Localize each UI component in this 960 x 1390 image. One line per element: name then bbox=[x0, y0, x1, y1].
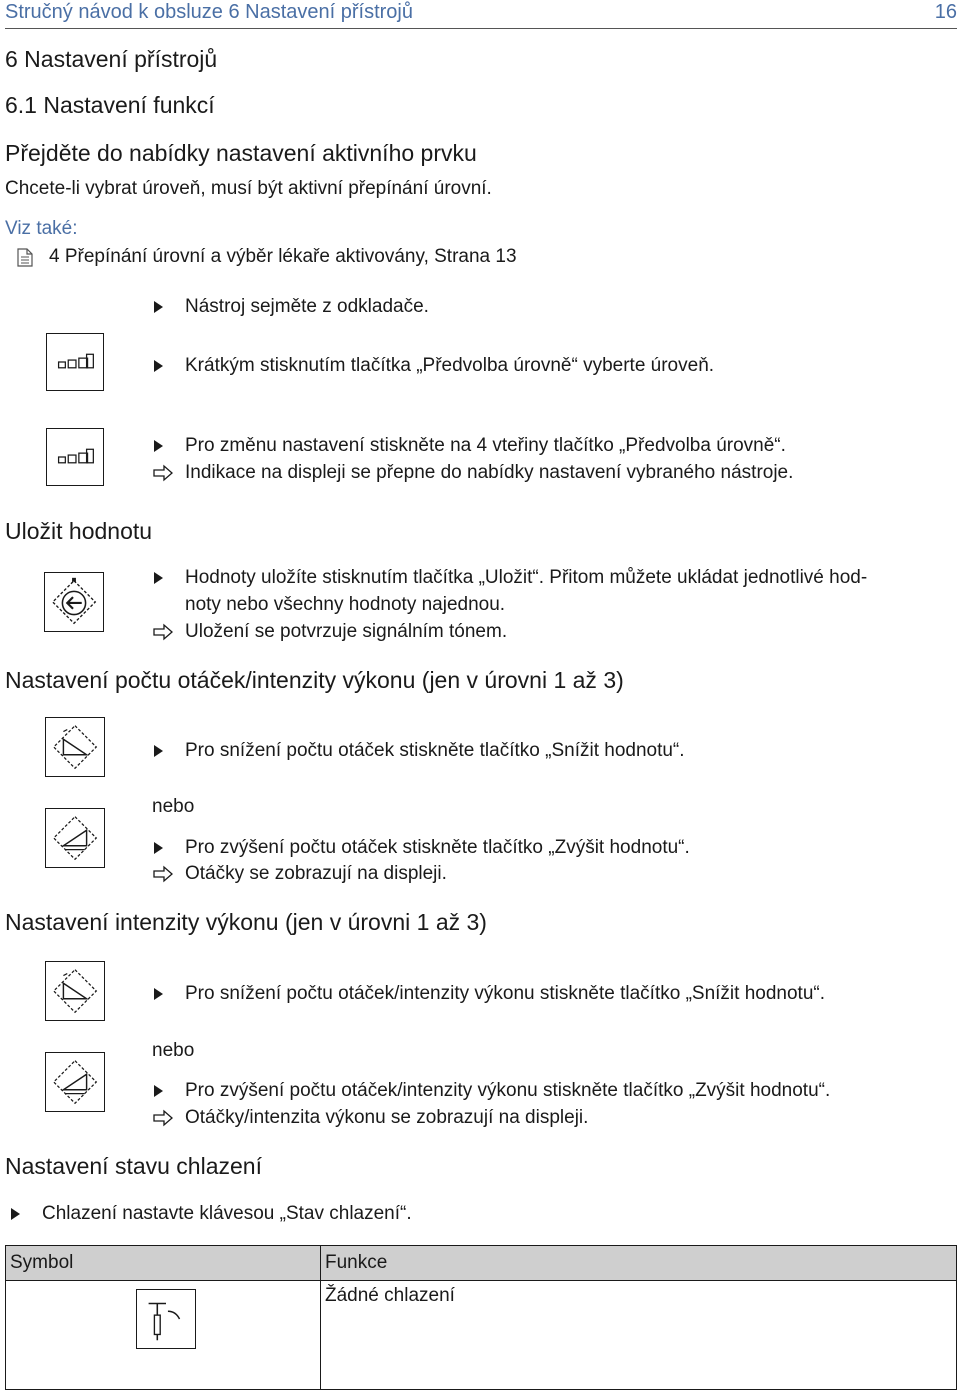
power-section-title: Nastavení intenzity výkonu (jen v úrovni 1 až 3) bbox=[5, 909, 487, 935]
step-triangle-icon bbox=[154, 988, 163, 1000]
or-label: nebo bbox=[152, 796, 195, 817]
result-arrow-icon bbox=[152, 464, 174, 482]
step-triangle-icon bbox=[154, 360, 163, 372]
save-icon bbox=[44, 572, 104, 632]
see-also-label: Viz také: bbox=[5, 218, 78, 239]
symbol-table bbox=[5, 1245, 957, 1390]
step-triangle-icon bbox=[154, 301, 163, 313]
intro-text: Chcete-li vybrat úroveň, musí být aktivní přepínání úrovní. bbox=[5, 178, 492, 199]
symbol-cell bbox=[6, 1281, 321, 1390]
chapter-title: 6 Nastavení přístrojů bbox=[5, 46, 218, 72]
table-header-row bbox=[6, 1246, 957, 1281]
document-icon bbox=[17, 248, 33, 267]
page-header bbox=[5, 0, 957, 29]
result-arrow-icon bbox=[152, 623, 174, 641]
table-row bbox=[6, 1281, 957, 1390]
section-title: 6.1 Nastavení funkcí bbox=[5, 92, 215, 118]
header-title: Stručný návod k obsluze 6 Nastavení přístrojů bbox=[5, 1, 413, 23]
speed-section-title: Nastavení počtu otáček/intenzity výkonu (jen v úrovni 1 až 3) bbox=[5, 667, 624, 693]
step-triangle-icon bbox=[154, 745, 163, 757]
see-also-link-text: 4 Přepínání úrovní a výběr lékaře aktivovány, Strana 13 bbox=[49, 246, 517, 267]
step-triangle-icon bbox=[154, 572, 163, 584]
no-cooling-icon bbox=[136, 1289, 196, 1349]
save-section-title: Uložit hodnotu bbox=[5, 518, 153, 544]
step-triangle-icon bbox=[154, 440, 163, 452]
cooling-section-title: Nastavení stavu chlazení bbox=[5, 1153, 262, 1179]
function-cell: Žádné chlazení bbox=[321, 1281, 957, 1390]
decrease-value-icon bbox=[45, 717, 105, 777]
step-triangle-icon bbox=[11, 1208, 20, 1220]
level-preset-icon bbox=[46, 333, 104, 391]
increase-value-icon bbox=[45, 1052, 105, 1112]
col-symbol: Symbol bbox=[6, 1246, 321, 1281]
see-also-link[interactable] bbox=[17, 246, 577, 270]
result-arrow-icon bbox=[152, 1109, 174, 1127]
subsection-title: Přejděte do nabídky nastavení aktivního prvku bbox=[5, 140, 477, 166]
page-number: 16 bbox=[934, 1, 957, 23]
step-triangle-icon bbox=[154, 842, 163, 854]
step-triangle-icon bbox=[154, 1085, 163, 1097]
or-label: nebo bbox=[152, 1040, 195, 1061]
result-arrow-icon bbox=[152, 865, 174, 883]
col-function: Funkce bbox=[321, 1246, 957, 1281]
level-preset-icon bbox=[46, 428, 104, 486]
increase-value-icon bbox=[45, 808, 105, 868]
decrease-value-icon bbox=[45, 961, 105, 1021]
